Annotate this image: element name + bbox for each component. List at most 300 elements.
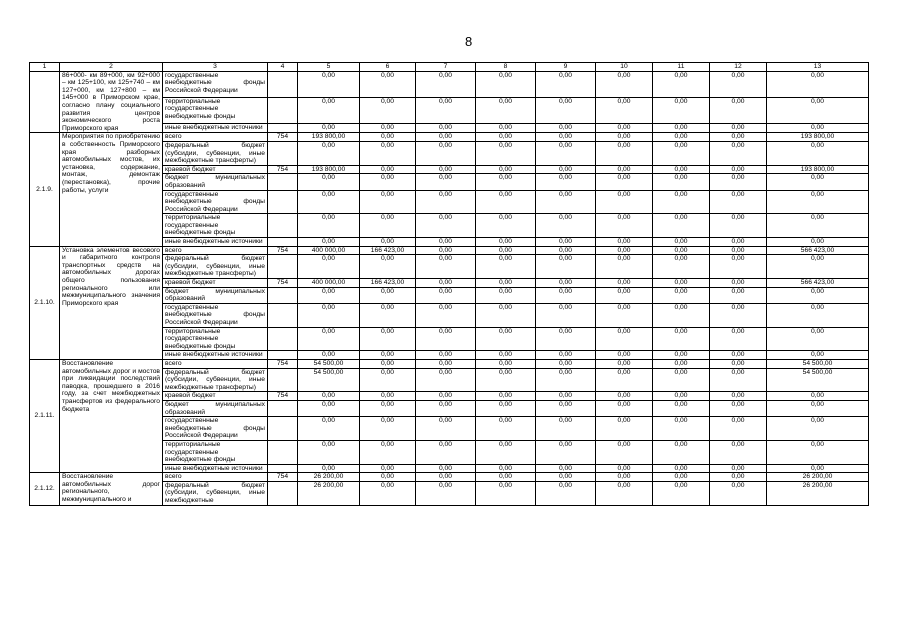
year-value: 0,00 <box>710 279 767 288</box>
column-number: 8 <box>476 63 536 72</box>
year-value: 0,00 <box>298 174 360 190</box>
year-value: 0,00 <box>710 71 767 97</box>
year-value: 0,00 <box>596 351 653 360</box>
year-value: 0,00 <box>653 303 710 327</box>
year-value: 0,00 <box>416 165 476 174</box>
year-value: 0,00 <box>476 400 536 416</box>
year-value: 0,00 <box>416 351 476 360</box>
funding-source: государственные внебюджетные фонды Российской Федерации <box>163 71 268 97</box>
year-value: 166 423,00 <box>360 246 416 255</box>
year-value: 0,00 <box>653 190 710 214</box>
item-name: 86+000- км 89+000, км 92+000 – км 125+100, км 125+740 – км 127+000, км 127+800 – км 145+000 в Приморском крае, согласно плану социального развития центров экономического роста Приморского края <box>60 71 163 133</box>
column-number: 10 <box>596 63 653 72</box>
funding-source: краевой бюджет <box>163 165 268 174</box>
year-value: 0,00 <box>360 214 416 238</box>
total-value: 0,00 <box>767 440 869 464</box>
item-name: Восстановление автомобильных дорог регионального, межмуниципального и <box>60 473 163 505</box>
year-value: 0,00 <box>298 464 360 473</box>
year-value: 0,00 <box>360 97 416 123</box>
year-value: 0,00 <box>476 133 536 142</box>
table-row <box>30 359 869 368</box>
year-value: 0,00 <box>416 417 476 441</box>
year-value: 0,00 <box>710 133 767 142</box>
total-value: 0,00 <box>767 123 869 132</box>
year-value: 0,00 <box>596 327 653 351</box>
year-value: 0,00 <box>416 255 476 279</box>
year-value: 0,00 <box>536 368 596 392</box>
year-value: 0,00 <box>710 141 767 165</box>
year-value: 400 000,00 <box>298 279 360 288</box>
year-value: 0,00 <box>596 214 653 238</box>
year-value: 0,00 <box>653 392 710 401</box>
year-value: 0,00 <box>360 71 416 97</box>
funding-source: федеральный бюджет (субсидии, субвенции, иные межбюджетные трансферты) <box>163 255 268 279</box>
funding-source: бюджет муниципальных образований <box>163 287 268 303</box>
funding-source: федеральный бюджет (субсидии, субвенции, иные межбюджетные трансферты) <box>163 141 268 165</box>
total-value: 26 200,00 <box>767 481 869 505</box>
year-value: 0,00 <box>476 368 536 392</box>
year-value: 0,00 <box>653 133 710 142</box>
table-row <box>30 71 869 97</box>
budget-code <box>268 400 298 416</box>
column-number: 1 <box>30 63 60 72</box>
funding-source: бюджет муниципальных образований <box>163 174 268 190</box>
item-number <box>30 71 60 133</box>
funding-source: территориальные государственные внебюджетные фонды <box>163 214 268 238</box>
funding-source: территориальные государственные внебюджетные фонды <box>163 327 268 351</box>
budget-code <box>268 368 298 392</box>
year-value: 0,00 <box>536 71 596 97</box>
year-value: 0,00 <box>360 417 416 441</box>
page-number: 8 <box>465 34 473 49</box>
column-number: 2 <box>60 63 163 72</box>
year-value: 0,00 <box>416 174 476 190</box>
funding-source: бюджет муниципальных образований <box>163 400 268 416</box>
year-value: 0,00 <box>653 238 710 247</box>
year-value: 0,00 <box>476 303 536 327</box>
year-value: 0,00 <box>360 190 416 214</box>
year-value: 0,00 <box>416 123 476 132</box>
year-value: 0,00 <box>653 464 710 473</box>
year-value: 0,00 <box>298 287 360 303</box>
funding-source: федеральный бюджет (субсидии, субвенции, иные межбюджетные трансферты) <box>163 368 268 392</box>
year-value: 26 200,00 <box>298 473 360 482</box>
year-value: 0,00 <box>536 440 596 464</box>
year-value: 0,00 <box>710 351 767 360</box>
year-value: 0,00 <box>536 174 596 190</box>
budget-code <box>268 141 298 165</box>
year-value: 0,00 <box>360 141 416 165</box>
year-value: 0,00 <box>476 473 536 482</box>
year-value: 0,00 <box>710 440 767 464</box>
year-value: 0,00 <box>536 133 596 142</box>
year-value: 0,00 <box>360 133 416 142</box>
year-value: 0,00 <box>360 464 416 473</box>
year-value: 0,00 <box>476 351 536 360</box>
year-value: 0,00 <box>596 165 653 174</box>
budget-code: 754 <box>268 473 298 482</box>
year-value: 0,00 <box>596 123 653 132</box>
table-row <box>30 133 869 142</box>
budget-code <box>268 417 298 441</box>
total-value: 0,00 <box>767 417 869 441</box>
year-value: 0,00 <box>416 368 476 392</box>
budget-code <box>268 123 298 132</box>
year-value: 0,00 <box>653 327 710 351</box>
year-value: 0,00 <box>536 417 596 441</box>
year-value: 0,00 <box>596 473 653 482</box>
budget-code <box>268 255 298 279</box>
budget-code <box>268 351 298 360</box>
funding-source: иные внебюджетные источники <box>163 123 268 132</box>
year-value: 0,00 <box>653 287 710 303</box>
year-value: 0,00 <box>596 97 653 123</box>
year-value: 0,00 <box>596 392 653 401</box>
year-value: 0,00 <box>653 440 710 464</box>
year-value: 0,00 <box>653 351 710 360</box>
column-number: 9 <box>536 63 596 72</box>
year-value: 0,00 <box>653 481 710 505</box>
year-value: 0,00 <box>596 174 653 190</box>
year-value: 0,00 <box>710 123 767 132</box>
column-number: 5 <box>298 63 360 72</box>
year-value: 0,00 <box>298 190 360 214</box>
year-value: 0,00 <box>298 123 360 132</box>
year-value: 0,00 <box>476 440 536 464</box>
total-value: 0,00 <box>767 97 869 123</box>
year-value: 0,00 <box>710 464 767 473</box>
total-value: 193 800,00 <box>767 165 869 174</box>
year-value: 193 800,00 <box>298 165 360 174</box>
year-value: 0,00 <box>710 214 767 238</box>
column-number: 4 <box>268 63 298 72</box>
budget-code <box>268 190 298 214</box>
column-number-row <box>30 63 869 72</box>
year-value: 0,00 <box>416 440 476 464</box>
year-value: 0,00 <box>298 351 360 360</box>
year-value: 0,00 <box>416 303 476 327</box>
year-value: 0,00 <box>360 368 416 392</box>
total-value: 193 800,00 <box>767 133 869 142</box>
year-value: 0,00 <box>710 165 767 174</box>
year-value: 166 423,00 <box>360 279 416 288</box>
year-value: 0,00 <box>476 123 536 132</box>
item-number: 2.1.12. <box>30 473 60 505</box>
funding-source: государственные внебюджетные фонды Российской Федерации <box>163 303 268 327</box>
year-value: 0,00 <box>476 392 536 401</box>
column-number: 13 <box>767 63 869 72</box>
year-value: 0,00 <box>416 141 476 165</box>
budget-code <box>268 327 298 351</box>
year-value: 0,00 <box>476 246 536 255</box>
column-number: 3 <box>163 63 268 72</box>
year-value: 0,00 <box>653 123 710 132</box>
year-value: 0,00 <box>416 464 476 473</box>
budget-code <box>268 174 298 190</box>
year-value: 0,00 <box>710 255 767 279</box>
year-value: 0,00 <box>536 279 596 288</box>
year-value: 0,00 <box>476 287 536 303</box>
year-value: 0,00 <box>536 141 596 165</box>
total-value: 0,00 <box>767 287 869 303</box>
year-value: 0,00 <box>710 287 767 303</box>
year-value: 0,00 <box>596 464 653 473</box>
table-row <box>30 473 869 482</box>
year-value: 0,00 <box>710 400 767 416</box>
budget-code: 754 <box>268 279 298 288</box>
year-value: 0,00 <box>416 133 476 142</box>
year-value: 0,00 <box>653 214 710 238</box>
year-value: 0,00 <box>416 71 476 97</box>
total-value: 566 423,00 <box>767 279 869 288</box>
year-value: 0,00 <box>476 97 536 123</box>
year-value: 0,00 <box>536 400 596 416</box>
year-value: 0,00 <box>710 473 767 482</box>
funding-source: краевой бюджет <box>163 279 268 288</box>
budget-code <box>268 481 298 505</box>
year-value: 0,00 <box>536 255 596 279</box>
budget-code <box>268 464 298 473</box>
column-number: 6 <box>360 63 416 72</box>
funding-source: иные внебюджетные источники <box>163 464 268 473</box>
year-value: 0,00 <box>416 359 476 368</box>
budget-code: 754 <box>268 392 298 401</box>
funding-source: всего <box>163 133 268 142</box>
year-value: 54 500,00 <box>298 359 360 368</box>
total-value: 26 200,00 <box>767 473 869 482</box>
year-value: 0,00 <box>596 440 653 464</box>
year-value: 0,00 <box>476 174 536 190</box>
year-value: 0,00 <box>360 123 416 132</box>
year-value: 0,00 <box>596 287 653 303</box>
total-value: 0,00 <box>767 174 869 190</box>
year-value: 0,00 <box>536 165 596 174</box>
year-value: 0,00 <box>536 303 596 327</box>
year-value: 0,00 <box>360 238 416 247</box>
year-value: 0,00 <box>536 238 596 247</box>
year-value: 0,00 <box>360 165 416 174</box>
funding-source: территориальные государственные внебюджетные фонды <box>163 440 268 464</box>
year-value: 0,00 <box>476 359 536 368</box>
year-value: 0,00 <box>360 255 416 279</box>
year-value: 0,00 <box>596 368 653 392</box>
total-value: 0,00 <box>767 400 869 416</box>
total-value: 0,00 <box>767 327 869 351</box>
year-value: 54 500,00 <box>298 368 360 392</box>
total-value: 0,00 <box>767 255 869 279</box>
year-value: 0,00 <box>596 71 653 97</box>
funding-source: всего <box>163 246 268 255</box>
year-value: 0,00 <box>360 359 416 368</box>
year-value: 0,00 <box>536 464 596 473</box>
year-value: 0,00 <box>298 392 360 401</box>
year-value: 0,00 <box>416 327 476 351</box>
year-value: 0,00 <box>416 473 476 482</box>
year-value: 0,00 <box>536 473 596 482</box>
year-value: 0,00 <box>360 174 416 190</box>
year-value: 0,00 <box>298 440 360 464</box>
budget-code <box>268 71 298 97</box>
year-value: 0,00 <box>298 238 360 247</box>
budget-code <box>268 440 298 464</box>
year-value: 0,00 <box>710 392 767 401</box>
item-number: 2.1.10. <box>30 246 60 359</box>
year-value: 0,00 <box>653 71 710 97</box>
budget-code <box>268 214 298 238</box>
year-value: 400 000,00 <box>298 246 360 255</box>
year-value: 0,00 <box>596 279 653 288</box>
table-row <box>30 246 869 255</box>
year-value: 0,00 <box>416 238 476 247</box>
item-number: 2.1.11. <box>30 359 60 472</box>
year-value: 0,00 <box>710 417 767 441</box>
year-value: 0,00 <box>476 327 536 351</box>
year-value: 0,00 <box>710 238 767 247</box>
item-name: Мероприятия по приобретению в собственность Приморского края разборных автомобильных мостов, их установка, содержание, монтаж, демонтаж (перестановка), прочие работы, услуги <box>60 133 163 246</box>
year-value: 0,00 <box>536 246 596 255</box>
total-value: 0,00 <box>767 214 869 238</box>
funding-source: государственные внебюджетные фонды Российской Федерации <box>163 417 268 441</box>
item-name: Установка элементов весового и габаритного контроля транспортных средств на автомобильных дорогах общего пользования регионального или межмуниципального значения Приморского края <box>60 246 163 359</box>
year-value: 0,00 <box>596 303 653 327</box>
year-value: 0,00 <box>536 287 596 303</box>
total-value: 54 500,00 <box>767 368 869 392</box>
year-value: 0,00 <box>710 97 767 123</box>
year-value: 0,00 <box>298 71 360 97</box>
year-value: 0,00 <box>416 287 476 303</box>
year-value: 0,00 <box>596 141 653 165</box>
total-value: 0,00 <box>767 392 869 401</box>
total-value: 0,00 <box>767 303 869 327</box>
year-value: 0,00 <box>476 141 536 165</box>
total-value: 566 423,00 <box>767 246 869 255</box>
year-value: 0,00 <box>653 359 710 368</box>
year-value: 0,00 <box>298 214 360 238</box>
year-value: 0,00 <box>710 303 767 327</box>
year-value: 0,00 <box>710 481 767 505</box>
budget-code <box>268 303 298 327</box>
funding-source: всего <box>163 473 268 482</box>
year-value: 0,00 <box>596 190 653 214</box>
year-value: 0,00 <box>710 327 767 351</box>
year-value: 0,00 <box>298 400 360 416</box>
year-value: 0,00 <box>416 392 476 401</box>
year-value: 0,00 <box>653 368 710 392</box>
year-value: 0,00 <box>653 279 710 288</box>
year-value: 0,00 <box>360 473 416 482</box>
year-value: 0,00 <box>476 481 536 505</box>
year-value: 0,00 <box>360 287 416 303</box>
year-value: 0,00 <box>596 400 653 416</box>
year-value: 0,00 <box>653 165 710 174</box>
year-value: 193 800,00 <box>298 133 360 142</box>
year-value: 0,00 <box>653 473 710 482</box>
budget-code: 754 <box>268 359 298 368</box>
year-value: 0,00 <box>536 481 596 505</box>
year-value: 0,00 <box>536 190 596 214</box>
year-value: 0,00 <box>596 255 653 279</box>
budget-table <box>29 62 869 506</box>
year-value: 0,00 <box>360 351 416 360</box>
year-value: 0,00 <box>536 327 596 351</box>
year-value: 0,00 <box>416 214 476 238</box>
year-value: 0,00 <box>536 359 596 368</box>
budget-code: 754 <box>268 165 298 174</box>
funding-source: краевой бюджет <box>163 392 268 401</box>
item-number: 2.1.9. <box>30 133 60 246</box>
year-value: 0,00 <box>653 141 710 165</box>
total-value: 54 500,00 <box>767 359 869 368</box>
year-value: 0,00 <box>360 303 416 327</box>
funding-source: федеральный бюджет (субсидии, субвенции, иные межбюджетные <box>163 481 268 505</box>
year-value: 0,00 <box>416 279 476 288</box>
year-value: 26 200,00 <box>298 481 360 505</box>
year-value: 0,00 <box>653 174 710 190</box>
year-value: 0,00 <box>360 392 416 401</box>
year-value: 0,00 <box>653 255 710 279</box>
year-value: 0,00 <box>476 71 536 97</box>
year-value: 0,00 <box>360 400 416 416</box>
year-value: 0,00 <box>596 133 653 142</box>
total-value: 0,00 <box>767 464 869 473</box>
year-value: 0,00 <box>653 400 710 416</box>
year-value: 0,00 <box>476 464 536 473</box>
year-value: 0,00 <box>476 279 536 288</box>
year-value: 0,00 <box>476 417 536 441</box>
year-value: 0,00 <box>298 417 360 441</box>
funding-source: иные внебюджетные источники <box>163 238 268 247</box>
year-value: 0,00 <box>476 255 536 279</box>
year-value: 0,00 <box>653 417 710 441</box>
year-value: 0,00 <box>298 255 360 279</box>
year-value: 0,00 <box>476 214 536 238</box>
year-value: 0,00 <box>596 246 653 255</box>
year-value: 0,00 <box>416 97 476 123</box>
year-value: 0,00 <box>710 368 767 392</box>
year-value: 0,00 <box>416 246 476 255</box>
funding-source: государственные внебюджетные фонды Российской Федерации <box>163 190 268 214</box>
year-value: 0,00 <box>536 123 596 132</box>
funding-source: территориальные государственные внебюджетные фонды <box>163 97 268 123</box>
total-value: 0,00 <box>767 351 869 360</box>
year-value: 0,00 <box>476 190 536 214</box>
year-value: 0,00 <box>360 440 416 464</box>
year-value: 0,00 <box>416 400 476 416</box>
year-value: 0,00 <box>360 327 416 351</box>
year-value: 0,00 <box>298 141 360 165</box>
year-value: 0,00 <box>298 97 360 123</box>
funding-source: иные внебюджетные источники <box>163 351 268 360</box>
budget-code: 754 <box>268 133 298 142</box>
year-value: 0,00 <box>710 174 767 190</box>
budget-code <box>268 97 298 123</box>
year-value: 0,00 <box>416 190 476 214</box>
total-value: 0,00 <box>767 238 869 247</box>
year-value: 0,00 <box>476 165 536 174</box>
budget-code <box>268 238 298 247</box>
year-value: 0,00 <box>476 238 536 247</box>
item-name: Восстановление автомобильных дорог и мостов при ликвидации последствий паводка, прошедшего в 2016 году, за счет межбюджетных трансфертов из федерального бюджета <box>60 359 163 472</box>
year-value: 0,00 <box>360 481 416 505</box>
year-value: 0,00 <box>653 97 710 123</box>
year-value: 0,00 <box>536 97 596 123</box>
total-value: 0,00 <box>767 71 869 97</box>
year-value: 0,00 <box>596 417 653 441</box>
year-value: 0,00 <box>596 481 653 505</box>
year-value: 0,00 <box>710 246 767 255</box>
year-value: 0,00 <box>710 359 767 368</box>
year-value: 0,00 <box>536 214 596 238</box>
